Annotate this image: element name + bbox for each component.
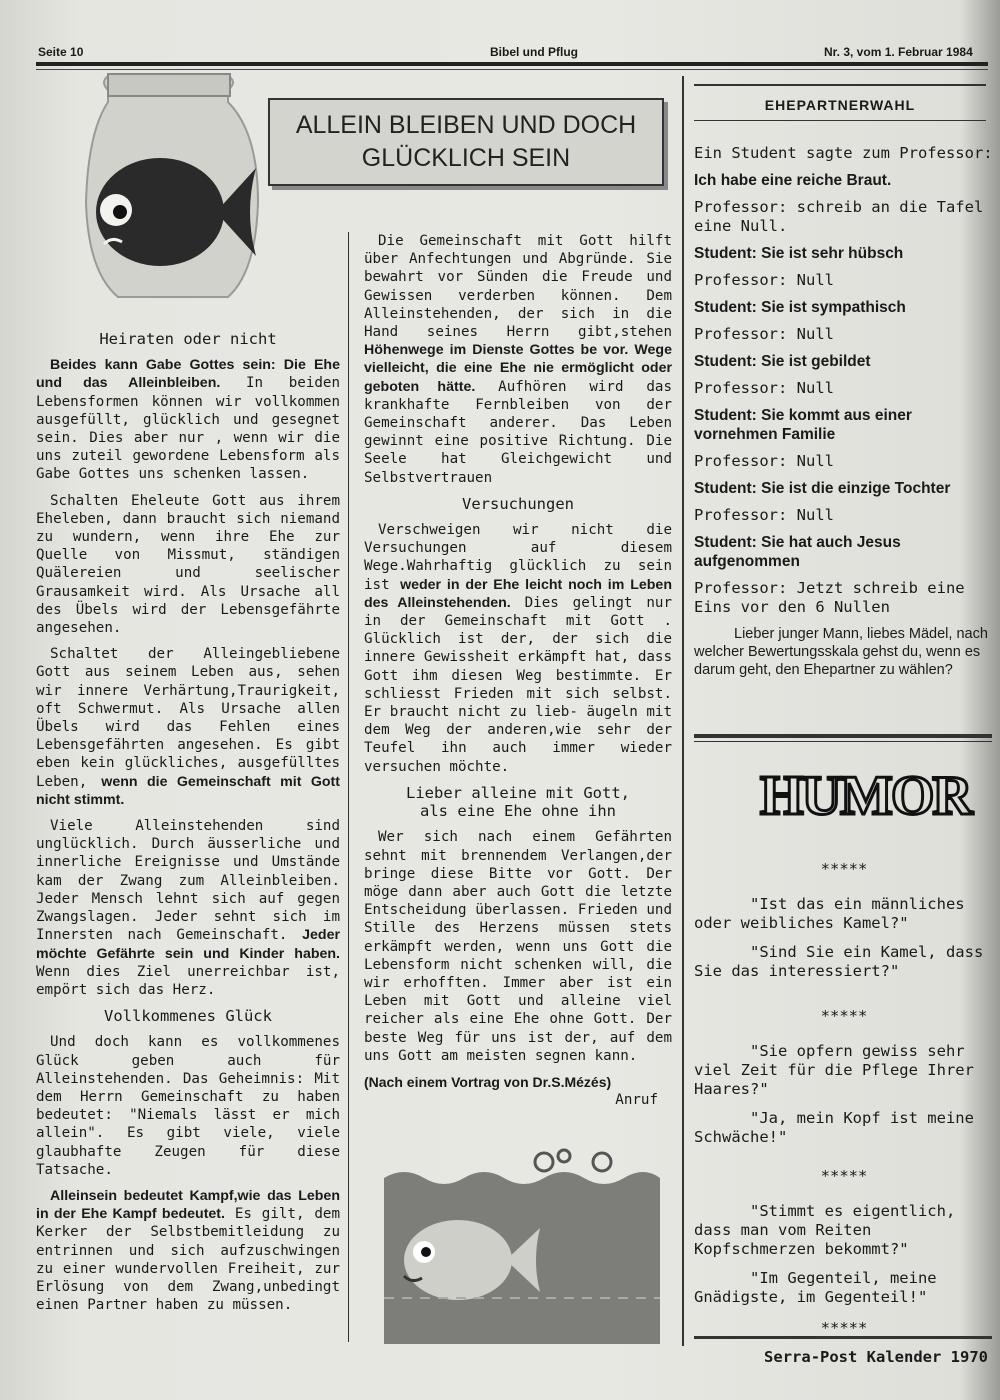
dialogue-line: Professor: schreib an die Tafel eine Null.	[694, 198, 984, 235]
text: Schaltet der Alleingebliebene Gott aus seinem Leben aus, sehen wir innere Verhärtung,Traurigkeit, oft Schwermut. Als Ursache allen Übels wird das Fehlen eines Lebensgefährten angesehen. Es gibt eben kein glückliches, ausgefülltes Leben,	[36, 646, 340, 790]
joke-answer: "Im Gegenteil, meine Gnädigste, im Gegenteil!"	[694, 1269, 937, 1306]
paragraph: Und doch kann es vollkommenes Glück geben auch für Alleinstehenden. Das Geheimnis: Mit dem Herrn Gemeinschaft zu haben bedeutet: "Niemals lässt er mich allein". Es gibt viele, viele glaubhafte Zeugen für diese Tatsache.	[36, 1034, 340, 1178]
humor-rule-top	[694, 734, 992, 738]
joke-question: "Ist das ein männliches oder weibliches Kamel?"	[694, 895, 965, 932]
joke-answer: "Ja, mein Kopf ist meine Schwäche!"	[694, 1109, 974, 1146]
page-number: Seite 10	[38, 45, 84, 59]
closing-paragraph: Lieber junger Mann, liebes Mädel, nach welcher Bewertungsskala gehst du, wenn es darum geht, den Ehepartner zu wählen?	[694, 626, 988, 678]
dialogue-line: Student: Sie hat auch Jesus aufgenommen	[694, 534, 901, 570]
text: Dies gelingt nur in der Gemeinschaft mit Gott . Glücklich ist der, der sich die innere Gewissheit erkämpft hat, dass Gott ihm diesen Weg bestimmte. Er schliesst Frieden mit sich selbst. Er braucht nicht zu lieb- äugeln mit dem Weg der anderen,wie sehr der Teufel ihn auch immer wieder versuchen möchte.	[364, 594, 672, 775]
section-heading: Versuchungen	[462, 494, 574, 513]
section-heading: Lieber alleine mit Gott,	[406, 783, 630, 802]
text: Viele Alleinstehenden sind unglücklich. Durch äusserliche und innerliche Ereignisse und Umstände kam der Zwang zum Alleinbleiben. Jeder Mensch lehnt sich auf gegen Zwangslagen. Jeder sehnt sich im Innersten nach Gemeinschaft.	[36, 818, 340, 944]
text: Die Gemeinschaft mit Gott hilft über Anfechtungen und Abgründe. Sie bewahrt vor Sünden die Freude und Gewissen verderben können. Dem Alleinstehenden, der sich in die Hand seines Herrn gibt,stehen	[364, 233, 672, 341]
header-rule	[36, 62, 988, 66]
separator: *****	[820, 1319, 868, 1337]
paragraph	[364, 232, 672, 487]
separator: *****	[820, 1167, 868, 1185]
separator: *****	[820, 860, 868, 878]
section-heading: als eine Ehe ohne ihn	[420, 802, 616, 821]
dialogue-line: Professor: Null	[694, 325, 834, 343]
dialogue-line: Ich habe eine reiche Braut.	[694, 172, 892, 189]
dialogue-line: Student: Sie ist gebildet	[694, 353, 871, 370]
section-heading: Heiraten oder nicht	[99, 330, 277, 348]
happy-fish-water-illustration	[384, 1148, 660, 1344]
column-divider-right	[682, 76, 684, 1346]
title-line-2: GLÜCKLICH SEIN	[361, 144, 571, 172]
paragraph	[36, 645, 340, 809]
article-source: (Nach einem Vortrag von Dr.S.Mézés)	[364, 1073, 612, 1090]
dialogue-line: Student: Sie ist sehr hübsch	[694, 245, 904, 262]
humor-source: Serra-Post Kalender 1970	[764, 1348, 988, 1366]
humor-title: HUMOR	[760, 765, 971, 827]
article-column-1	[36, 330, 340, 1322]
paragraph	[36, 817, 340, 999]
ehepartnerwahl-dialogue	[694, 144, 994, 687]
paragraph: Wer sich nach einem Gefährten sehnt mit brennendem Verlangen,der bringe diese Bitte vor Gott. Der möge dann aber auch Gott die letzte Entscheidung überlassen. Frieden und Stille des Herzens müssen stets erkämpft werden, wenn uns Gott die Lebensform nicht schenken will, die wir erhofften. Immer aber ist ein Leben mit Gott und alleine viel reicher als eine Ehe ohne Gott. Der beste Weg für uns ist der, auf dem uns Gott am meisten segnen kann.	[364, 829, 672, 1064]
paragraph	[364, 521, 672, 776]
dialogue-lines	[694, 144, 994, 617]
publication-name: Bibel und Pflug	[490, 45, 578, 59]
article-author: Anruf	[615, 1092, 658, 1109]
joke-question: "Sie opfern gewiss sehr viel Zeit für die Pflege Ihrer Haares?"	[694, 1042, 974, 1098]
article-title	[268, 98, 664, 186]
column-divider-left	[348, 232, 349, 1342]
text: Wenn dies Ziel unerreichbar ist, empört sich das Herz.	[36, 963, 340, 998]
dialogue-line: Professor: Null	[694, 271, 834, 289]
box-rule-top	[694, 84, 986, 86]
issue-date: Nr. 3, vom 1. Februar 1984	[824, 45, 973, 59]
paragraph	[36, 1187, 340, 1314]
joke-question: "Stimmt es eigentlich, dass man vom Reiten Kopfschmerzen bekommt?"	[694, 1202, 956, 1258]
paragraph: Schalten Eheleute Gott aus ihrem Eheleben, dann braucht sich niemand zu wundern, wenn ihre Ehe zur Quelle von Missmut, ständigen Quälereien und seelischer Grausamkeit wird. Als Ursache all des Übels wird der Lebensgefährte angesehen.	[36, 492, 340, 637]
text: Aufhören wird das krankhafte Fernbleiben von der Gemeinschaft anderer. Das Leben gewinnt eine positive Richtung. Die Seele hat Gleichgewicht und Selbstvertrauen	[364, 378, 673, 486]
joke-answer: "Sind Sie ein Kamel, dass Sie das interessiert?"	[694, 943, 984, 980]
bold-text: Höhenwege im Dienste Gottes be vor. Wege vielleicht, die eine Ehe nie ermöglicht oder geboten hätte.	[364, 342, 672, 395]
text: Es gilt, dem Kerker der Selbstbemitleidung zu entrinnen und sich aufzuschwingen zu einer wundervollen Freiheit, zur Erlösung von dem Zwang,unbedingt einen Partner haben zu müssen.	[36, 1206, 340, 1314]
dialogue-line: Professor: Null	[694, 379, 834, 397]
dialogue-line: Student: Sie ist die einzige Tochter	[694, 480, 951, 497]
humor-logo	[756, 762, 971, 827]
bold-text: wenn die Gemeinschaft mit Gott nicht stimmt.	[36, 773, 340, 808]
bold-text: weder in der Ehe leicht noch im Leben des Alleinstehenden.	[364, 576, 672, 611]
header-rule-thin	[36, 69, 988, 70]
box-title: EHEPARTNERWAHL	[764, 97, 916, 113]
text: In beiden Lebensformen können wir vollkommen ausgefüllt, glücklich und gesegnet sein. Dies aber nur , wenn wir die uns zuteil gewordene Lebensform als Gabe Gottes uns schenken lassen.	[36, 375, 340, 483]
humor-jokes	[694, 860, 994, 1367]
paragraph	[36, 356, 340, 483]
bold-text: Alleinsein bedeutet Kampf,wie das Leben in der Ehe Kampf bedeutet.	[36, 1187, 340, 1223]
sad-fish-jar-illustration	[78, 72, 270, 304]
dialogue-line: Student: Sie kommt aus einer vornehmen Familie	[694, 407, 912, 443]
dialogue-line: Professor: Null	[694, 452, 834, 470]
dialogue-line: Professor: Jetzt schreib eine Eins vor den 6 Nullen	[694, 579, 965, 616]
dialogue-line: Student: Sie ist sympathisch	[694, 299, 906, 316]
dialogue-line: Ein Student sagte zum Professor:	[694, 144, 993, 162]
dialogue-line: Professor: Null	[694, 506, 834, 524]
humor-rule-top-thin	[694, 741, 992, 742]
bold-text: Jeder möchte Gefährte sein und Kinder haben.	[36, 927, 340, 962]
title-line-1: ALLEIN BLEIBEN UND DOCH	[295, 111, 637, 139]
article-column-2	[364, 232, 672, 1109]
separator: *****	[820, 1007, 868, 1025]
text: Verschweigen wir nicht die Versuchungen auf diesem Wege.Wahrhaftig glücklich zu sein ist	[364, 522, 672, 593]
box-rule-under-title	[694, 120, 986, 121]
section-heading: Vollkommenes Glück	[104, 1007, 272, 1026]
bold-text: Beides kann Gabe Gottes sein: Die Ehe und das Alleinbleiben.	[36, 357, 340, 392]
